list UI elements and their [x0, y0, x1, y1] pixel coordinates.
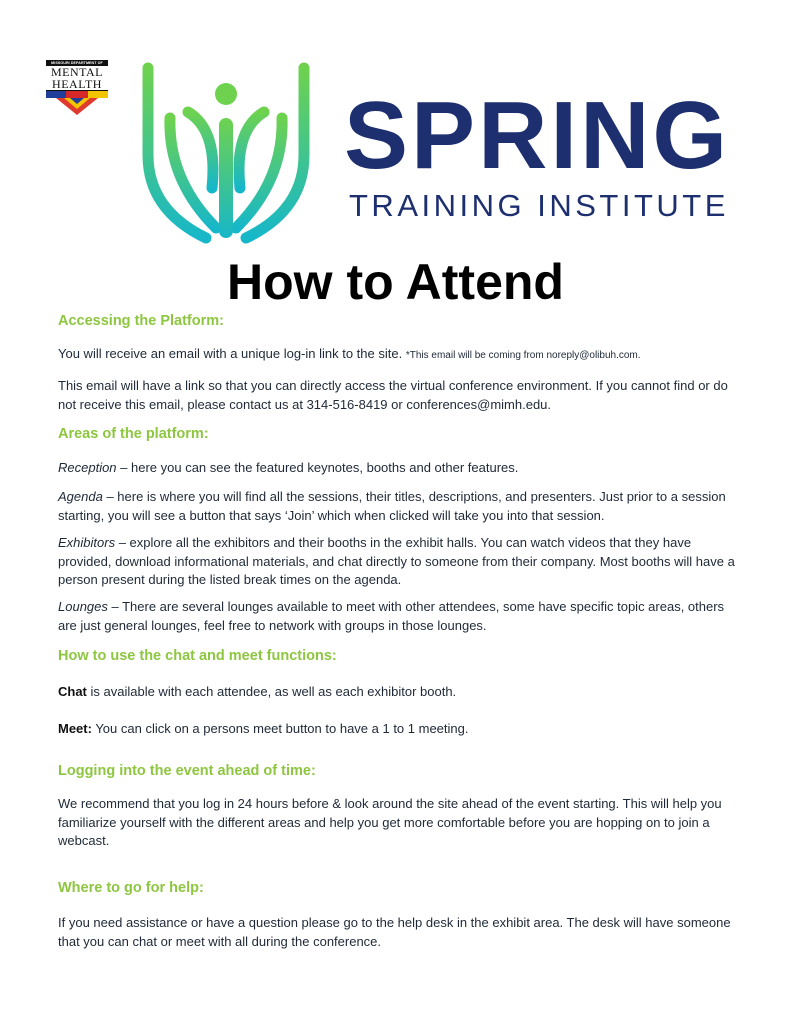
dmh-logo-word-mental: MENTAL [50, 65, 104, 79]
brand-subtitle: TRAINING INSTITUTE [349, 188, 729, 223]
dmh-logo-word-health: HEALTH [46, 78, 108, 91]
accessing-paragraph-1 [58, 345, 738, 366]
areas-item-reception [58, 459, 738, 478]
help-paragraph: If you need assistance or have a question please go to the help desk in the exhibit area. The desk will have someone that you can chat or meet with all during the conference. [58, 915, 731, 949]
spring-leaf-logo-icon [136, 60, 316, 250]
areas-item-agenda [58, 488, 738, 525]
accessing-paragraph-2: This email will have a link so that you can directly access the virtual conference environment. If you cannot find or do not receive this email, please contact us at 314-516-8419 or conferences@mimh.edu. [58, 378, 728, 412]
heading-chat-meet: How to use the chat and meet functions: [58, 648, 337, 664]
heading-accessing: Accessing the Platform: [58, 313, 224, 329]
areas-text: – There are several lounges available to meet with other attendees, some have specific topic areas, others are just general lounges, feel free to network with groups in those lounges. [58, 599, 725, 633]
accessing-note: *This email will be coming from noreply@olibuh.com. [405, 350, 641, 361]
meet-term: Meet: [58, 721, 92, 736]
areas-term: Exhibitors [58, 535, 116, 550]
areas-text: – here is where you will find all the sessions, their titles, descriptions, and presenters. Just prior to a session starting, you will see a button that says ‘Join’ which when clicked will take you into that session. [58, 489, 726, 523]
areas-text: – explore all the exhibitors and their booths in the exhibit halls. You can watch videos that they have provided, download informational materials, and chat directly to someone from their company. Most booths will have a person present during the listed break times on the agenda. [58, 535, 735, 587]
areas-item-exhibitors [58, 534, 738, 590]
chat-paragraph [58, 683, 738, 702]
dmh-logo-top-text: MISSOURI DEPARTMENT OF [46, 60, 108, 66]
heading-help: Where to go for help: [58, 880, 204, 896]
meet-paragraph [58, 720, 738, 739]
logging-paragraph: We recommend that you log in 24 hours before & look around the site ahead of the event starting. This will help you familiarize yourself with the different areas and help you get more comfortable before you are hopping on to join a webcast. [58, 796, 722, 848]
dmh-logo [46, 60, 108, 122]
areas-text: – here you can see the featured keynotes, booths and other features. [116, 460, 519, 475]
brand-title: SPRING [344, 82, 731, 189]
meet-text: You can click on a persons meet button to have a 1 to 1 meeting. [91, 721, 469, 736]
page-title: How to Attend [227, 254, 564, 310]
heading-logging: Logging into the event ahead of time: [58, 763, 316, 779]
areas-term: Agenda [58, 489, 103, 504]
areas-term: Lounges [58, 599, 108, 614]
areas-term: Reception [58, 460, 117, 475]
heading-areas: Areas of the platform: [58, 426, 209, 442]
chat-text: is available with each attendee, as well as each exhibitor booth. [86, 684, 457, 699]
areas-item-lounges [58, 598, 738, 635]
accessing-text: You will receive an email with a unique log-in link to the site. [58, 346, 403, 361]
dmh-triangles-icon [46, 91, 108, 117]
chat-term: Chat [58, 684, 87, 699]
